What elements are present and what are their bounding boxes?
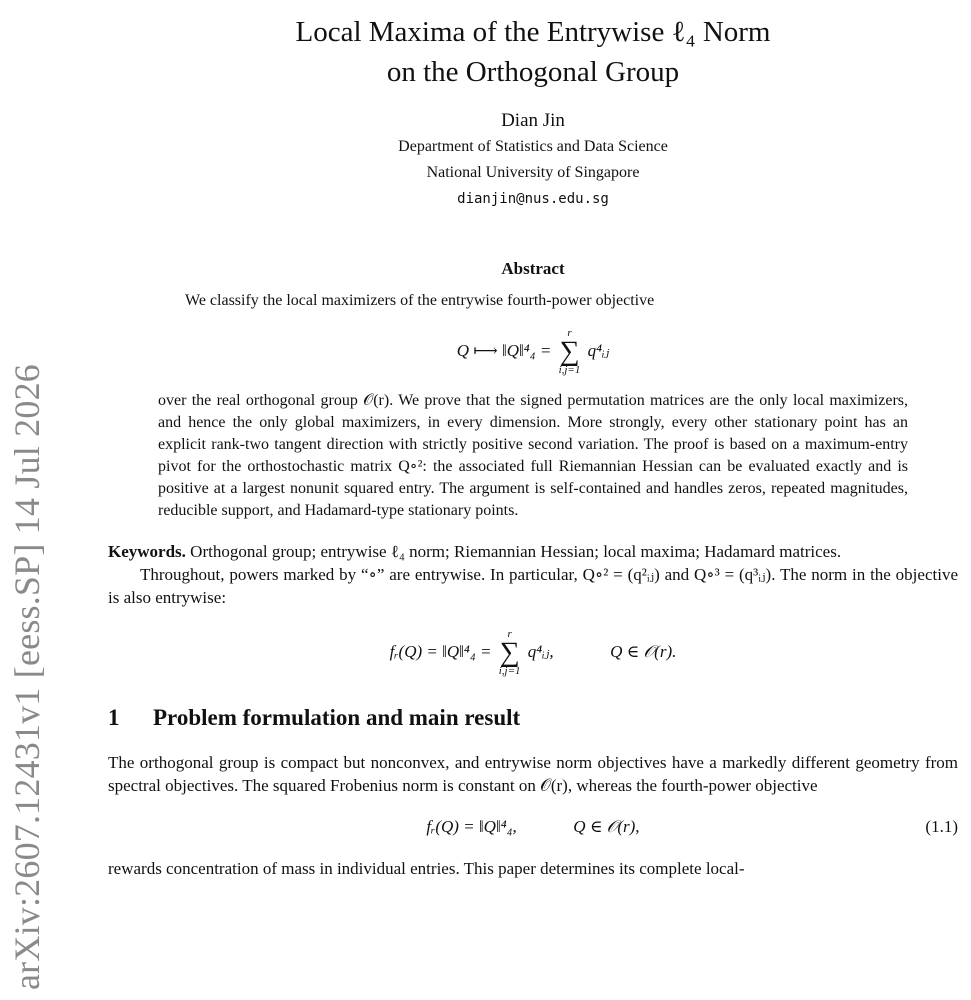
sigma-symbol: ∑: [499, 637, 520, 668]
author-university: National University of Singapore: [426, 164, 640, 181]
title-line-1: Local Maxima of the Entrywise ℓ₄ Norm: [295, 16, 771, 48]
abstract-equation: [158, 328, 908, 376]
abstract-intro: We classify the local maximizers of the entrywise fourth-power objective: [185, 292, 655, 309]
sigma-symbol: ∑: [559, 336, 580, 367]
author-department: Department of Statistics and Data Science: [398, 138, 668, 155]
objective-equation: [108, 629, 958, 677]
section-1-number: 1: [108, 705, 120, 730]
paper-title: [108, 12, 958, 92]
abstract-eq-sum-bottom: i,j=1: [558, 364, 581, 376]
abstract-eq-lhs: Q ⟼ ‖Q‖⁴₄ =: [456, 340, 552, 360]
abstract-eq-sum-top: r: [567, 327, 572, 339]
keywords-paragraph: [108, 540, 958, 563]
objective-eq-sum-bottom: i,j=1: [498, 665, 521, 677]
abstract-eq-sum: [559, 328, 581, 376]
equation-1-1-lhs: fᵣ(Q) = ‖Q‖⁴₄,: [426, 817, 517, 836]
abstract-eq-rhs: q⁴ᵢⱼ: [587, 340, 610, 360]
objective-eq-domain: Q ∈ 𝒪(r).: [610, 641, 677, 661]
section-1-title: Problem formulation and main result: [153, 705, 521, 730]
arxiv-identifier-stamp: arXiv:2607.12431v1 [eess.SP] 14 Jul 2026: [7, 364, 47, 990]
author-name: Dian Jin: [501, 110, 565, 131]
keywords-label: Keywords.: [108, 542, 186, 561]
objective-eq-sum-top: r: [507, 628, 512, 640]
objective-eq-rhs: q⁴ᵢⱼ,: [527, 641, 554, 661]
objective-eq-lhs: fᵣ(Q) = ‖Q‖⁴₄ =: [389, 641, 492, 661]
section-1-heading: [108, 703, 958, 733]
abstract-heading: Abstract: [501, 259, 565, 278]
objective-eq-sum: [499, 629, 521, 677]
paper-page: [108, 0, 958, 880]
abstract-block: [158, 290, 908, 522]
section-1-paragraph-2: rewards concentration of mass in individual entries. This paper determines its complete local-: [108, 859, 745, 878]
equation-1-1-domain: Q ∈ 𝒪(r),: [573, 817, 640, 836]
section-1-paragraph-1: The orthogonal group is compact but nonconvex, and entrywise norm objectives have a markedly different geometry from spectral objectives. The squared Frobenius norm is constant on 𝒪(r), whereas the fourth-power objective: [108, 753, 958, 795]
abstract-body: over the real orthogonal group 𝒪(r). We prove that the signed permutation matrices are the only local maximizers, and hence the only global maximizers, in every dimension. More strongly, every other stationary point has an explicit rank-two tangent direction with strictly positive second variation. The proof is based on a maximum-entry pivot for the orthostochastic matrix Q∘²: the associated full Riemannian Hessian can be evaluated exactly and is positive at a largest nonunit squared entry. The argument is self-contained and handles zeros, repeated magnitudes, reducible support, and Hadamard-type stationary points.: [158, 392, 908, 519]
title-line-2: on the Orthogonal Group: [386, 56, 680, 88]
equation-1-1: [108, 815, 958, 839]
author-email: dianjin@nus.edu.sg: [457, 191, 609, 207]
notation-paragraph: Throughout, powers marked by “∘” are entrywise. In particular, Q∘² = (q²ᵢⱼ) and Q∘³ = (q³ᵢⱼ). The norm in the objective is also entrywise:: [108, 565, 958, 607]
equation-1-1-number: (1.1): [925, 817, 958, 836]
keywords-text: Orthogonal group; entrywise ℓ₄ norm; Riemannian Hessian; local maxima; Hadamard matrices.: [185, 542, 842, 561]
